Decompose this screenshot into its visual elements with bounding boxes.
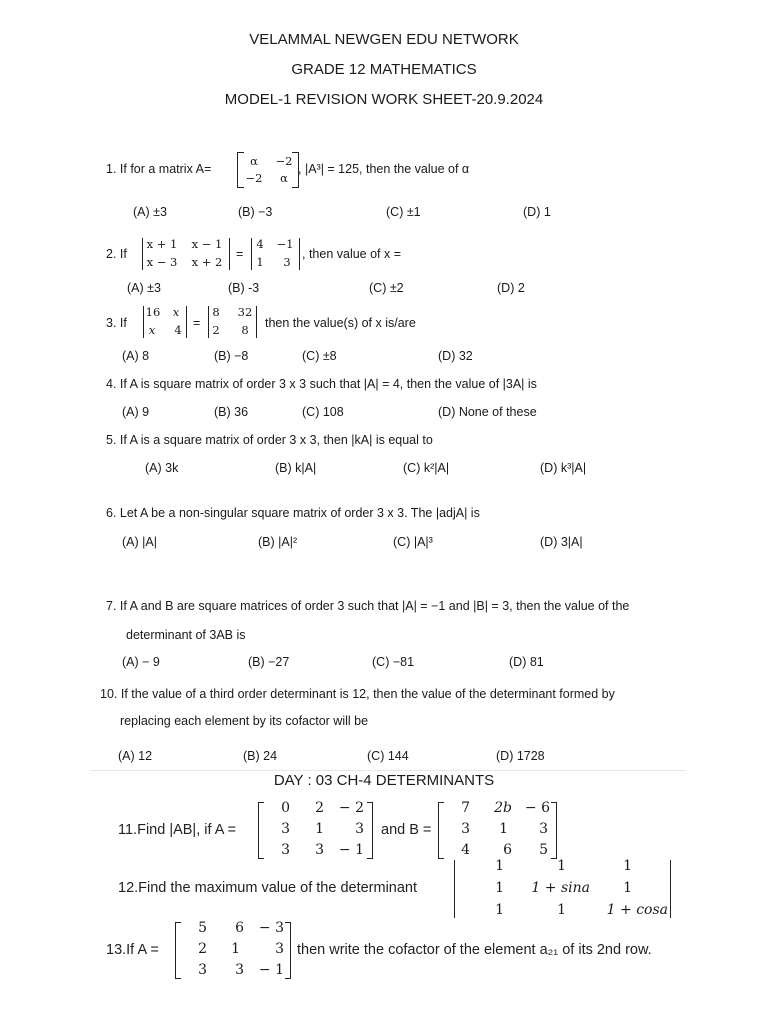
option-c: (C) 144 xyxy=(367,749,409,763)
matrix-cell: α xyxy=(280,171,288,185)
option-c: (C) 108 xyxy=(302,405,344,419)
matrix-cell: 4 xyxy=(174,323,182,337)
question-text: 13.If A = xyxy=(106,942,159,958)
matrix-cell: −2 xyxy=(275,154,293,168)
question-text: 4. If A is square matrix of order 3 x 3 such that |A| = 4, then the value of |3A| is xyxy=(106,377,537,391)
matrix-cell: x − 1 xyxy=(191,237,223,251)
section-divider xyxy=(90,770,686,771)
matrix-cell: 7 xyxy=(461,800,470,816)
school-name: VELAMMAL NEWGEN EDU NETWORK xyxy=(249,31,519,48)
matrix-cell: − 3 xyxy=(258,920,284,936)
matrix-cell: α xyxy=(250,154,258,168)
matrix-cell: 3 xyxy=(461,821,470,837)
matrix-cell: x + 1 xyxy=(146,237,178,251)
matrix-cell: 5 xyxy=(198,920,207,936)
matrix-cell: 1 xyxy=(623,880,632,896)
matrix-cell: 2b xyxy=(494,800,512,816)
option-a: (A) ±3 xyxy=(133,205,167,219)
matrix-cell: 1 + sina xyxy=(531,880,590,896)
option-d: (D) 81 xyxy=(509,655,544,669)
matrix-cell: 1 xyxy=(499,821,508,837)
question-text: 3. If xyxy=(106,316,127,330)
matrix-cell: 4 xyxy=(461,842,470,858)
matrix-cell: 5 xyxy=(539,842,548,858)
question-text: 5. If A is a square matrix of order 3 x 3, then |kA| is equal to xyxy=(106,433,433,447)
matrix-cell: x xyxy=(172,305,180,319)
matrix-cell: 3 xyxy=(281,842,290,858)
matrix-cell: 3 xyxy=(235,962,244,978)
matrix-cell: 8 xyxy=(241,323,249,337)
question-suffix: , then value of x = xyxy=(302,247,402,261)
option-a: (A) 8 xyxy=(122,349,150,363)
matrix-cell: 16 xyxy=(145,305,161,319)
matrix-cell: 1 xyxy=(256,255,264,269)
question-suffix: , |A³| = 125, then the value of α xyxy=(298,162,470,176)
option-d: (D) 1728 xyxy=(496,749,545,763)
question-text: 2. If xyxy=(106,247,127,261)
option-a: (A) − 9 xyxy=(122,655,160,669)
matrix-cell: x xyxy=(148,323,156,337)
matrix-cell: 1 xyxy=(557,858,566,874)
option-c: (C) ±2 xyxy=(369,281,404,295)
matrix-cell: x − 3 xyxy=(146,255,178,269)
matrix-cell: 4 xyxy=(256,237,264,251)
matrix-cell: 1 xyxy=(495,858,504,874)
matrix-cell: 1 + cosa xyxy=(606,902,668,918)
matrix-cell: 6 xyxy=(503,842,512,858)
option-d: (D) 3|A| xyxy=(540,535,583,549)
matrix-cell: 1 xyxy=(623,858,632,874)
matrix-cell: 2 xyxy=(315,800,324,816)
option-b: (B) 24 xyxy=(243,749,278,763)
option-d: (D) 32 xyxy=(438,349,473,363)
question-suffix: then the value(s) of x is/are xyxy=(265,316,416,330)
matrix-a xyxy=(237,152,299,188)
matrix-cell: − 2 xyxy=(338,800,364,816)
option-c: (C) ±1 xyxy=(386,205,421,219)
matrix-cell: 3 xyxy=(315,842,324,858)
option-b: (B) -3 xyxy=(228,281,260,295)
matrix-cell: − 1 xyxy=(338,842,364,858)
question-text: 6. Let A be a non-singular square matrix of order 3 x 3. The |adjA| is xyxy=(106,506,480,520)
matrix-cell: 0 xyxy=(281,800,290,816)
option-a: (A) |A| xyxy=(122,535,157,549)
matrix-cell: 6 xyxy=(235,920,244,936)
question-text-line1: 10. If the value of a third order determinant is 12, then the value of the determinant formed by xyxy=(100,687,615,701)
option-b: (B) −27 xyxy=(248,655,290,669)
section-heading: DAY : 03 CH-4 DETERMINANTS xyxy=(273,772,495,789)
option-b: (B) |A|² xyxy=(258,535,298,549)
question-text-line2: determinant of 3AB is xyxy=(126,628,246,642)
matrix-cell: 3 xyxy=(283,255,291,269)
option-a: (A) 12 xyxy=(118,749,153,763)
option-d: (D) 1 xyxy=(523,205,551,219)
option-d: (D) None of these xyxy=(438,405,537,419)
question-text-line2: replacing each element by its cofactor will be xyxy=(120,714,369,728)
matrix-cell: 3 xyxy=(355,821,364,837)
matrix-cell: 3 xyxy=(275,941,284,957)
option-b: (B) 36 xyxy=(214,405,249,419)
question-suffix: then write the cofactor of the element a₂₁ of its 2nd row. xyxy=(297,942,652,958)
matrix-cell: 1 xyxy=(557,902,566,918)
option-b: (B) −8 xyxy=(214,349,249,363)
question-text: 12.Find the maximum value of the determinant xyxy=(118,880,418,896)
matrix-cell: 3 xyxy=(539,821,548,837)
matrix-cell: 2 xyxy=(212,323,220,337)
option-c: (C) k²|A| xyxy=(403,461,450,475)
question-mid: and B = xyxy=(381,822,432,838)
matrix-cell: 8 xyxy=(212,305,220,319)
option-a: (A) ±3 xyxy=(127,281,161,295)
question-text: 11.Find |AB|, if A = xyxy=(118,822,237,838)
matrix-cell: 1 xyxy=(231,941,240,957)
matrix-cell: 32 xyxy=(237,305,253,319)
matrix-cell: 1 xyxy=(495,880,504,896)
grade-title: GRADE 12 MATHEMATICS xyxy=(291,61,477,78)
option-d: (D) 2 xyxy=(497,281,525,295)
option-b: (B) −3 xyxy=(238,205,273,219)
option-a: (A) 9 xyxy=(122,405,150,419)
matrix-cell: 2 xyxy=(198,941,207,957)
matrix-cell: − 1 xyxy=(258,962,284,978)
option-c: (C) ±8 xyxy=(302,349,337,363)
question-text-line1: 7. If A and B are square matrices of order 3 such that |A| = −1 and |B| = 3, then the value of the xyxy=(106,599,630,613)
option-b: (B) k|A| xyxy=(275,461,317,475)
question-text: 1. If for a matrix A= xyxy=(106,162,212,176)
matrix-cell: 3 xyxy=(198,962,207,978)
matrix-cell: −1 xyxy=(276,237,294,251)
option-c: (C) −81 xyxy=(372,655,415,669)
matrix-cell: 1 xyxy=(495,902,504,918)
matrix-cell: −2 xyxy=(245,171,263,185)
option-c: (C) |A|³ xyxy=(393,535,433,549)
option-d: (D) k³|A| xyxy=(540,461,587,475)
option-a: (A) 3k xyxy=(145,461,179,475)
matrix-cell: x + 2 xyxy=(191,255,223,269)
matrix-cell: 1 xyxy=(315,821,324,837)
worksheet-title: MODEL-1 REVISION WORK SHEET-20.9.2024 xyxy=(224,91,544,108)
equals-sign: = xyxy=(236,247,244,261)
matrix-cell: − 6 xyxy=(524,800,550,816)
matrix-cell: 3 xyxy=(281,821,290,837)
equals-sign: = xyxy=(193,316,201,330)
